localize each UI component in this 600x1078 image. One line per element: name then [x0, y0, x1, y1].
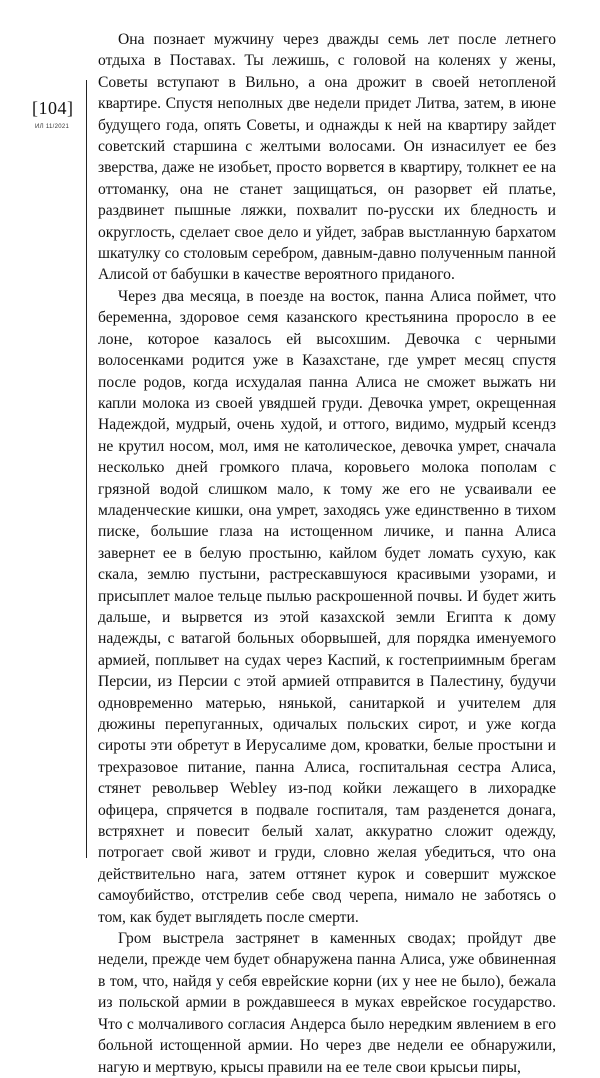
paragraph: Через два месяца, в поезде на восток, панна Алиса поймет, что беременна, здоровое семя казанского крестьянина проросло в ее лоне, которое казалось ей высохшим. Девочка с черными волосенками родится уже в Казахстане, где умрет месяц спустя после родов, когда исхудалая панна Алиса не сможет выжать ни капли молока из своей увядшей груди. Девочка умрет, окрещенная Надеждой, мудрый, очень худой, и оттого, видимо, мудрый ксендз не крутил носом, мол, имя не католическое, девочка умрет, сначала несколько дней громкого плача, коровьего молока пополам с грязной водой слишком мало, к тому же его не усваивали ее младенческие кишки, она умрет, заходясь уже единственно в тихом писке, большие глаза на истощенном личике, и панна Алиса завернет ее в белую простыню, кайлом будет ломать сухую, как скала, землю пустыни, растрескавшуюся красивыми узорами, и присыплет малое тельце пылью раскрошенной почвы. И будет жить дальше, и вырвется из этой казахской земли Египта к дому надежды, с ватагой больных оборвышей, для порядка именуемого армией, поплывет на судах через Каспий, к гостеприимным брегам Персии, из Персии с этой армией отправится в Палестину, будучи одновременно матерью, нянькой, санитаркой и учителем для дюжины перепуганных, одичалых польских сирот, и уже когда сироты эти обретут в Иерусалиме дом, кроватки, белые простыни и трехразовое питание, панна Алиса, госпитальная сестра Алиса, стянет револьвер Webley из-под койки лежащего в лихорадке офицера, спрячется в подвале госпиталя, там разденется донага, встряхнет и повесит белый халат, аккуратно сложит одежду, потрогает свой живот и груди, словно желая убедиться, что она действительно нага, затем оттянет курок и совершит мужское самоубийство, отстрелив себе свод черепа, нимало не заботясь о том, как будет выглядеть после смерти. [98, 287, 556, 926]
paragraph: Гром выстрела застрянет в каменных сводах; пройдут две недели, прежде чем будет обнаружена панна Алиса, уже обвиненная в том, что, найдя у себя еврейские корни (их у нее не было), бежала из польской армии в рождавшееся в муках еврейское государство. Что с молчаливого согласия Андерса было нередким явлением в его больной истощенной армии. Но через две недели ее обнаружили, нагую и мертвую, крысы правили на ее теле свои крысьи пиры, [98, 930, 556, 1076]
journal-issue-label: ИЛ 11/2021 [35, 124, 70, 130]
paragraph: Она познает мужчину через дважды семь лет после летнего отдыха в Поставах. Ты лежишь, с головой на коленях у жены, Советы вступают в Вильно, а она дрожит в своей нетопленой квартире. Спустя неполных две недели придет Литва, затем, в июне будущего года, опять Советы, и однажды к ней на квартиру зайдет советский старшина с желтыми волосами. Он изнасилует ее без зверства, даже не изобьет, просто ворвется в квартиру, толкнет ее на оттоманку, она не станет защищаться, он разорвет ей платье, раздвинет пышные ляжки, похвалит по-русски их бледность и округлость, сделает свое дело и уйдет, забрав выстланную бархатом шкатулку со столовым серебром, давным-давно полученным панной Алисой от бабушки в качестве вероятного приданого. [98, 31, 556, 284]
margin-rule [86, 80, 87, 858]
page-number: [104] [32, 98, 74, 118]
body-text [98, 29, 556, 1078]
